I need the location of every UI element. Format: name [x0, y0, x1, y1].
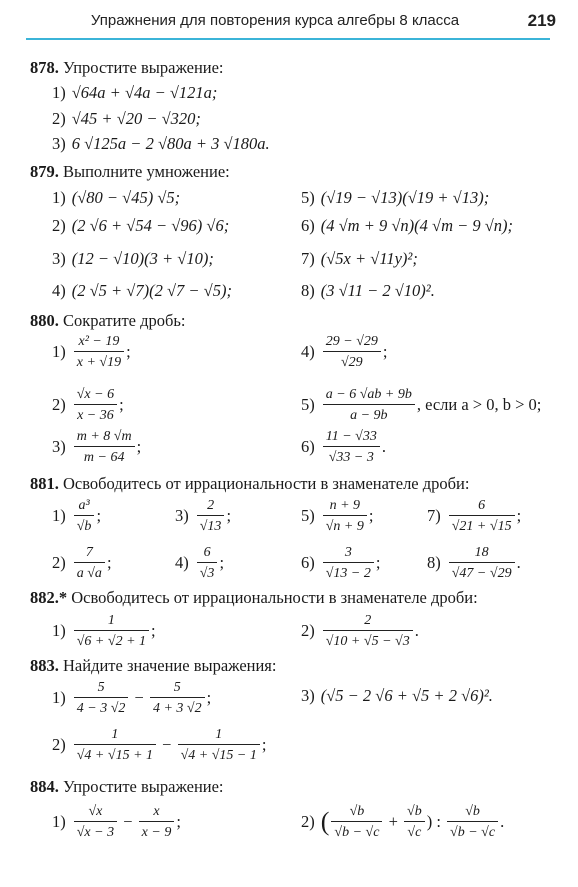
- item-879-3: 3) (12 − √10)(3 + √10);: [52, 249, 214, 268]
- task-882-heading: 882.* Освободитесь от иррациональности в знаменателе дроби:: [30, 588, 478, 607]
- item-881-6: 6) $\frac{3}{√13 - 2}$ ;: [301, 545, 381, 581]
- item-879-1: 1) (√80 − √45) √5;: [52, 188, 181, 207]
- running-title: Упражнения для повторения курса алгебры 8 класса: [90, 12, 460, 29]
- item-883-3: 3) (√5 − 2 √6 + √5 + 2 √6)².: [301, 686, 493, 705]
- item-883-2: 2) $\frac{1}{√4 + √15 + 1}$ − $\frac{1}{√4 + √15 - 1}$ ;: [52, 727, 267, 763]
- item-881-1: 1) $\frac{\text{a³}}{√b}$ ;: [52, 498, 102, 534]
- item-884-2: 2) ( $\frac{√b}{√b - √c}$ + $\frac{√b}{√c}$ ) : $\frac{√b}{√b - √c}$ .: [301, 804, 505, 840]
- page-number: 219: [527, 11, 556, 30]
- item-879-6: 6) (4 √m + 9 √n)(4 √m − 9 √n);: [301, 216, 514, 235]
- item-881-5: 5) $\frac{n + 9}{√n + 9}$ ;: [301, 498, 374, 534]
- item-884-1: 1) $\frac{√x}{√x - 3}$ − $\frac{x}{x - 9}$ ;: [52, 804, 181, 840]
- item-880-2: 2) $\frac{√x - 6}{x - 36}$ ;: [52, 387, 124, 423]
- item-879-8: 8) (3 √11 − 2 √10)².: [301, 281, 435, 300]
- item-880-6: 6) $\frac{11 - √33}{√33 - 3}$ .: [301, 429, 386, 465]
- item-882-1: 1) $\frac{1}{√6 + √2 + 1}$ ;: [52, 613, 156, 649]
- item-879-5: 5) (√19 − √13)(√19 + √13);: [301, 188, 490, 207]
- item-881-4: 4) $\frac{6}{√3}$ ;: [175, 545, 225, 581]
- task-title: Упростите выражение:: [58, 58, 224, 77]
- item-883-1: 1) $\frac{5}{4 - 3 √2}$ − $\frac{5}{4 + 3 √2}$ ;: [52, 680, 212, 716]
- task-number: 878.: [30, 58, 59, 77]
- item-880-4: 4) $\frac{29 - √29}{√29}$ ;: [301, 334, 388, 370]
- item-878-1: 1) √64a + √4a − √121a;: [52, 83, 218, 102]
- task-881-heading: 881. Освободитесь от иррациональности в знаменателе дроби:: [30, 474, 470, 493]
- task-879-heading: 879. Выполните умножение:: [30, 162, 230, 181]
- item-879-2: 2) (2 √6 + √54 − √96) √6;: [52, 216, 230, 235]
- item-881-3: 3) $\frac{2}{√13}$ ;: [175, 498, 232, 534]
- item-879-4: 4) (2 √5 + √7)(2 √7 − √5);: [52, 281, 232, 300]
- task-884-heading: 884. Упростите выражение:: [30, 777, 224, 796]
- item-881-8: 8) $\frac{18}{√47 - √29}$ .: [427, 545, 521, 581]
- task-880-heading: 880. Сократите дробь:: [30, 311, 186, 330]
- item-881-7: 7) $\frac{6}{√21 + √15}$ ;: [427, 498, 522, 534]
- item-880-1: 1) $\frac{\text{x² − 19}}{x + √19}$ ;: [52, 334, 131, 370]
- header-rule: [26, 38, 550, 40]
- item-881-2: 2) $\frac{7}{a √a}$ ;: [52, 545, 112, 581]
- task-878-heading: [30, 58, 224, 78]
- item-879-7: 7) (√5x + √11y)²;: [301, 249, 418, 268]
- task-883-heading: 883. Найдите значение выражения:: [30, 656, 277, 675]
- item-878-2: 2) √45 + √20 − √320;: [52, 109, 201, 128]
- item-882-2: 2) $\frac{2}{√10 + √5 - √3}$ .: [301, 613, 419, 649]
- page-header: [0, 0, 578, 40]
- item-880-5: 5) $\frac{a - 6 √ab + 9b}{a - 9b}$ , если a > 0, b > 0;: [301, 387, 542, 423]
- item-880-3: 3) $\frac{m + 8 √m}{m - 64}$ ;: [52, 429, 142, 465]
- item-878-3: 3) 6 √125a − 2 √80a + 3 √180a.: [52, 134, 270, 153]
